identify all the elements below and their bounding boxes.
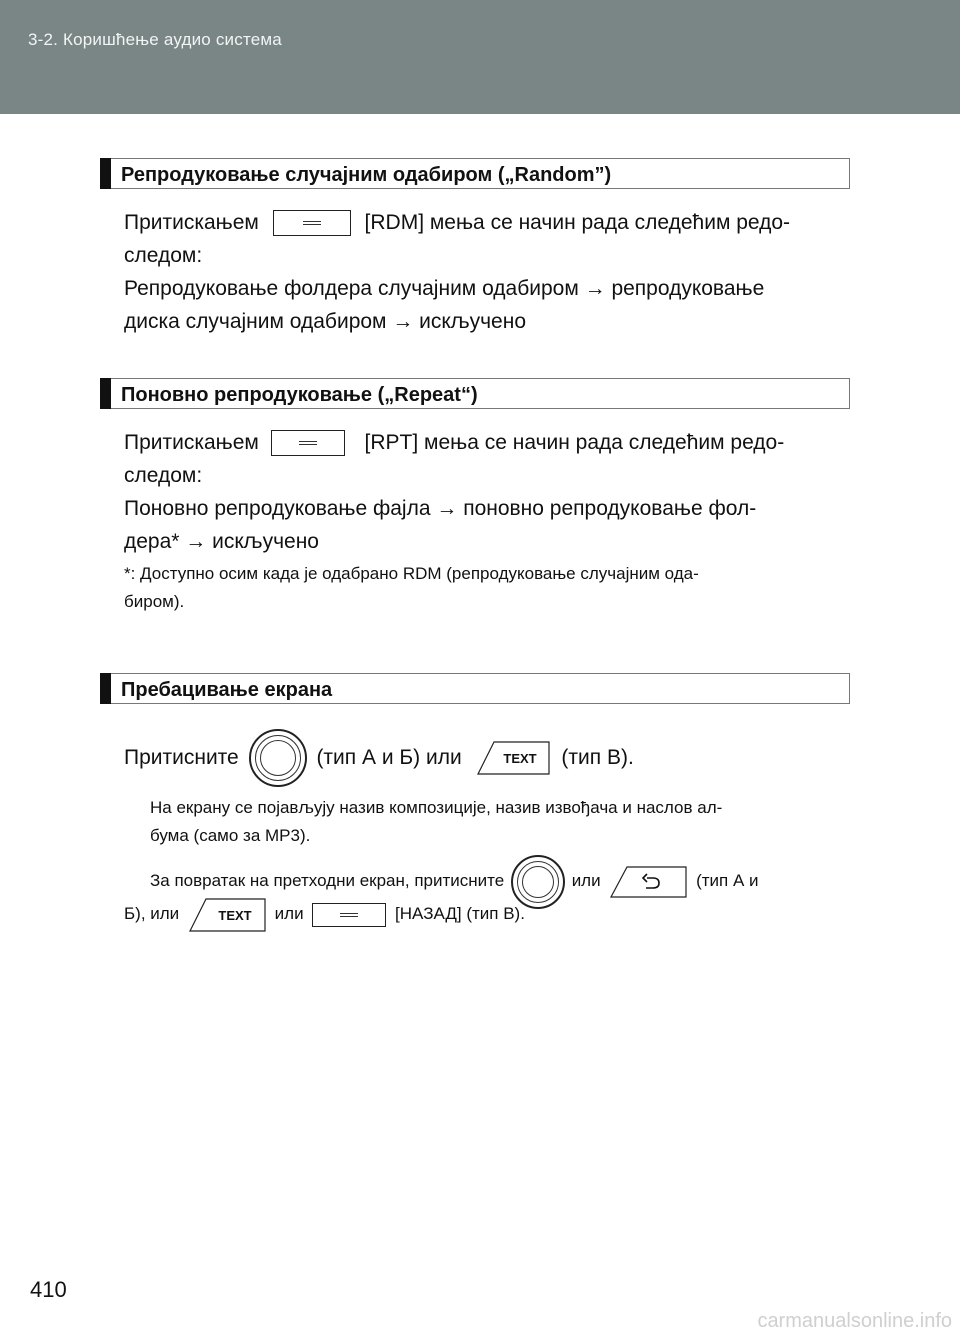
header-title: 3-2. Коришћење аудио система [28, 30, 282, 49]
watermark: carmanualsonline.info [757, 1310, 952, 1332]
rdm-button-icon [303, 221, 321, 225]
back-soft-button-icon [340, 913, 358, 917]
repeat-sequence-line2: дера* → искључено [124, 530, 319, 553]
screen-intro-before: Притисните [124, 746, 239, 769]
section-header-random [100, 158, 850, 189]
section-marker [100, 158, 111, 189]
random-sequence-line2: диска случајним одабиром → искључено [124, 310, 527, 333]
screen-note1-line2: бума (само за МР3). [150, 826, 311, 845]
text-button-shape [474, 741, 550, 775]
repeat-footnote-line2: биром). [124, 592, 185, 611]
screen-note2-or: или [571, 871, 601, 890]
repeat-sequence-line1: Поновно репродуковање фајла → поновно репродуковање фол- [124, 497, 757, 520]
screen-intro-after: (тип В). [561, 746, 634, 769]
text-button-label: TEXT [218, 907, 252, 923]
section-title-repeat: Поновно репродуковање („Repeat“) [121, 384, 478, 406]
screen-note2-before: За повратак на претходни екран, притисните [150, 871, 505, 890]
screen-intro [124, 720, 864, 796]
screen-note1-line1: На екрану се појављују назив композиције, назив извођача и наслов ал- [150, 798, 723, 817]
screen-note2-line2-a: Б), или [124, 904, 180, 923]
section-title-screen: Пребацивање екрана [121, 679, 333, 701]
text-button-label: TEXT [502, 751, 537, 767]
random-intro-line2: следом: [124, 244, 203, 267]
back-button[interactable] [609, 866, 687, 898]
rpt-button-icon [299, 441, 317, 445]
repeat-intro [124, 426, 852, 492]
random-intro [124, 206, 852, 272]
page-number: 410 [30, 1277, 67, 1302]
screen-note2-line2 [124, 896, 864, 932]
repeat-footnote [124, 560, 852, 616]
text-button[interactable] [474, 741, 550, 775]
screen-note2-line2-or: или [274, 904, 304, 923]
back-soft-button[interactable] [312, 903, 386, 927]
repeat-intro-line2: следом: [124, 464, 203, 487]
text-button[interactable] [188, 898, 266, 932]
section-header-repeat [100, 378, 850, 409]
section-marker [100, 673, 111, 704]
section-marker [100, 378, 111, 409]
rpt-button[interactable] [271, 430, 345, 456]
back-button-shape [609, 866, 687, 898]
repeat-footnote-line1: *: Доступно осим када је одабрано RDM (репродуковање случајним ода- [124, 564, 699, 583]
tune-knob-icon[interactable] [249, 729, 307, 787]
repeat-sequence [124, 492, 852, 558]
repeat-intro-after: [RPT] мења се начин рада следећим редо- [364, 431, 785, 454]
section-title-random: Репродуковање случајним одабиром („Random”) [121, 164, 612, 186]
random-intro-after: [RDM] мења се начин рада следећим редо- [364, 211, 791, 234]
random-intro-before: Притискањем [124, 211, 259, 234]
random-sequence [124, 272, 852, 338]
rdm-button[interactable] [273, 210, 351, 236]
repeat-intro-before: Притискањем [124, 431, 259, 454]
text-button-shape [188, 898, 266, 932]
screen-note2-after: (тип А и [696, 871, 759, 890]
header-band [0, 0, 960, 114]
random-sequence-line1: Репродуковање фолдера случајним одабиром → репродуковање [124, 277, 765, 300]
screen-intro-middle: (тип А и Б) или [316, 746, 462, 769]
section-header-screen [100, 673, 850, 704]
screen-note2-line2-b: [НАЗАД] (тип В). [395, 904, 525, 923]
